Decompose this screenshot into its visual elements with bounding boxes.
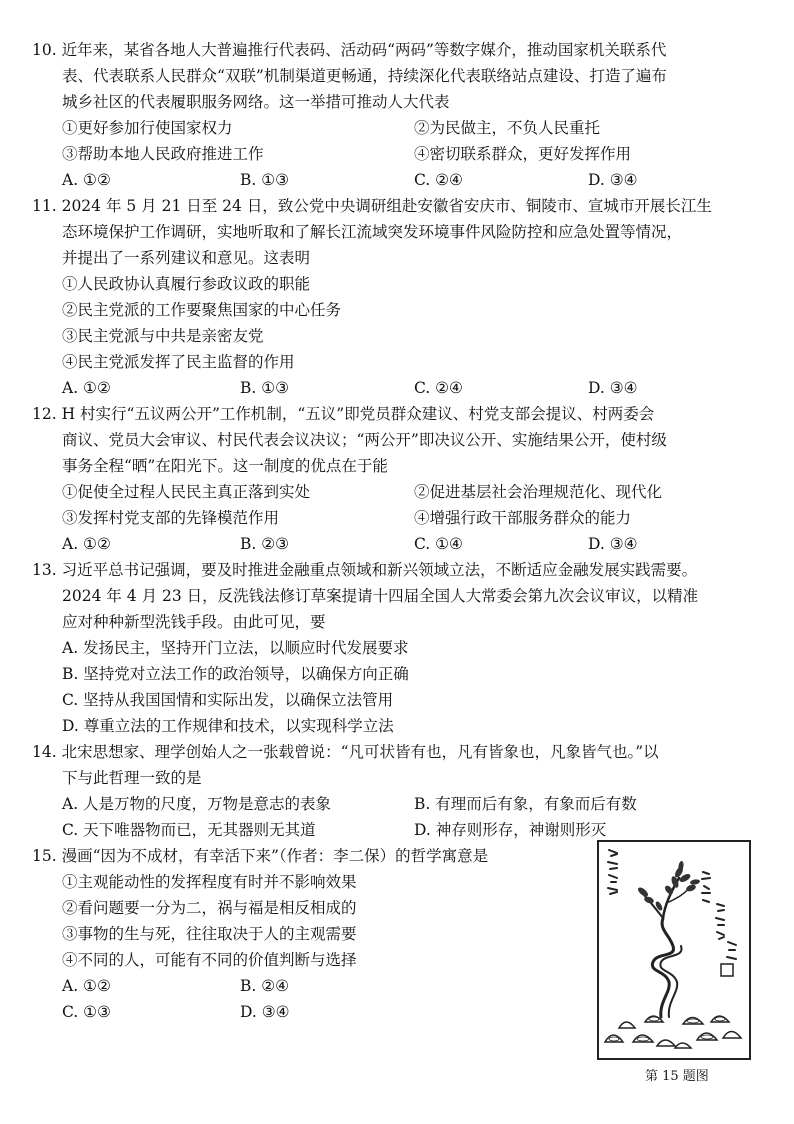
choice-d[interactable]: D. 尊重立法的工作规律和技术，以实现科学立法 <box>62 717 394 735</box>
question-stem-line: 态环境保护工作调研，实地听取和了解长江流域突发环境事件风险防控和应急处置等情况， <box>62 223 683 241</box>
choice-c[interactable]: C. ②④ <box>414 379 463 397</box>
choice-b[interactable]: B. ①③ <box>240 171 290 189</box>
choice-d[interactable]: D. ③④ <box>588 171 638 189</box>
question-stem-line: 14. 北宋思想家、理学创始人之一张载曾说：“凡可状皆有也，凡有皆象也，凡象皆气也。”以 <box>32 743 659 761</box>
tree-leaves <box>636 861 700 912</box>
choice-d[interactable]: D. 神存则形存，神谢则形灭 <box>414 821 607 839</box>
question-stem-line: 表、代表联系人民群众“双联”机制渠道更畅通，持续深化代表联络站点建设、打造了遍布 <box>62 67 667 85</box>
statement-item: ④不同的人，可能有不同的价值判断与选择 <box>62 951 357 969</box>
question-stem-line: 商议、党员大会审议、村民代表会议决议；“两公开”即决议公开、实施结果公开，使村级 <box>62 431 667 449</box>
question-stem-line: 13. 习近平总书记强调，要及时推进金融重点领域和新兴领域立法，不断适应金融发展实践需要。 <box>32 561 698 579</box>
statement-item: ④民主党派发挥了民主监督的作用 <box>62 353 295 371</box>
choice-c[interactable]: C. 天下唯器物而已，无其器则无其道 <box>62 821 316 839</box>
question-stem-line: 15. 漫画“因为不成材，有幸活下来”（作者：李二保）的哲学寓意是 <box>32 847 489 865</box>
choice-a[interactable]: A. ①② <box>62 379 111 397</box>
statement-item: ②促进基层社会治理规范化、现代化 <box>414 483 663 501</box>
statement-item: ③事物的生与死，往往取决于人的主观需要 <box>62 925 357 943</box>
statement-item: ③帮助本地人民政府推进工作 <box>62 145 264 163</box>
choice-d[interactable]: D. ③④ <box>588 535 638 553</box>
choice-d[interactable]: D. ③④ <box>240 1003 290 1021</box>
choice-c[interactable]: C. 坚持从我国国情和实际出发，以确保立法管用 <box>62 691 394 709</box>
question-stem-line: 城乡社区的代表履职服务网络。这一举措可推动人大代表 <box>62 93 450 111</box>
question-stem-line: 应对种种新型洗钱手段。由此可见，要 <box>62 613 326 631</box>
statement-item: ①人民政协认真履行参政议政的职能 <box>62 275 311 293</box>
choice-b[interactable]: B. 有理而后有象，有象而后有数 <box>414 795 637 813</box>
question-stem-line: 2024 年 4 月 23 日，反洗钱法修订草案提请十四届全国人大常委会第九次会议审议，以精准 <box>62 587 699 605</box>
choice-b[interactable]: B. 坚持党对立法工作的政治领导，以确保方向正确 <box>62 665 409 683</box>
question-stem-line: 下与此哲理一致的是 <box>62 769 202 787</box>
choice-b[interactable]: B. ①③ <box>240 379 290 397</box>
question-stem-line: 11. 2024 年 5 月 21 日至 24 日，致公党中央调研组赴安徽省安庆市、铜陵市、宣城市开展长江生 <box>32 197 712 215</box>
choice-c[interactable]: C. ①③ <box>62 1003 111 1021</box>
statement-item: ②看问题要一分为二，祸与福是相反相成的 <box>62 899 357 917</box>
choice-a[interactable]: A. 人是万物的尺度，万物是意志的表象 <box>62 795 332 813</box>
question-stem-line: 并提出了一系列建议和意见。这表明 <box>62 249 311 267</box>
choice-d[interactable]: D. ③④ <box>588 379 638 397</box>
statement-item: ②民主党派的工作要聚焦国家的中心任务 <box>62 301 342 319</box>
red-seal-stamp <box>721 964 733 976</box>
choice-a[interactable]: A. 发扬民主，坚持开门立法，以顺应时代发展要求 <box>62 639 409 657</box>
choice-c[interactable]: C. ②④ <box>414 171 463 189</box>
choice-a[interactable]: A. ①② <box>62 535 111 553</box>
statement-item: ④密切联系群众，更好发挥作用 <box>414 145 632 163</box>
question-stem-line: 12. H 村实行“五议两公开”工作机制，“五议”即党员群众建议、村党支部会提议、村两委会 <box>32 405 655 423</box>
figure-caption: 第 15 题图 <box>645 1069 709 1084</box>
cartoon-tree-illustration <box>599 842 749 1058</box>
statement-item: ③发挥村党支部的先锋模范作用 <box>62 509 280 527</box>
statement-item: ③民主党派与中共是亲密友党 <box>62 327 264 345</box>
statement-item: ②为民做主，不负人民重托 <box>414 119 601 137</box>
question-stem-line: 10. 近年来，某省各地人大普遍推行代表码、活动码“两码”等数字媒介，推动国家机关联系代 <box>32 41 667 59</box>
statement-item: ①主观能动性的发挥程度有时并不影响效果 <box>62 873 357 891</box>
choice-b[interactable]: B. ②③ <box>240 535 290 553</box>
question-stem-line: 事务全程“晒”在阳光下。这一制度的优点在于能 <box>62 457 388 475</box>
statement-item: ④增强行政干部服务群众的能力 <box>414 509 632 527</box>
statement-item: ①促使全过程人民民主真正落到实处 <box>62 483 311 501</box>
choice-a[interactable]: A. ①② <box>62 171 111 189</box>
choice-b[interactable]: B. ②④ <box>240 977 290 995</box>
cartoon-figure <box>597 840 751 1060</box>
choice-a[interactable]: A. ①② <box>62 977 111 995</box>
statement-item: ①更好参加行使国家权力 <box>62 119 233 137</box>
choice-c[interactable]: C. ①④ <box>414 535 463 553</box>
